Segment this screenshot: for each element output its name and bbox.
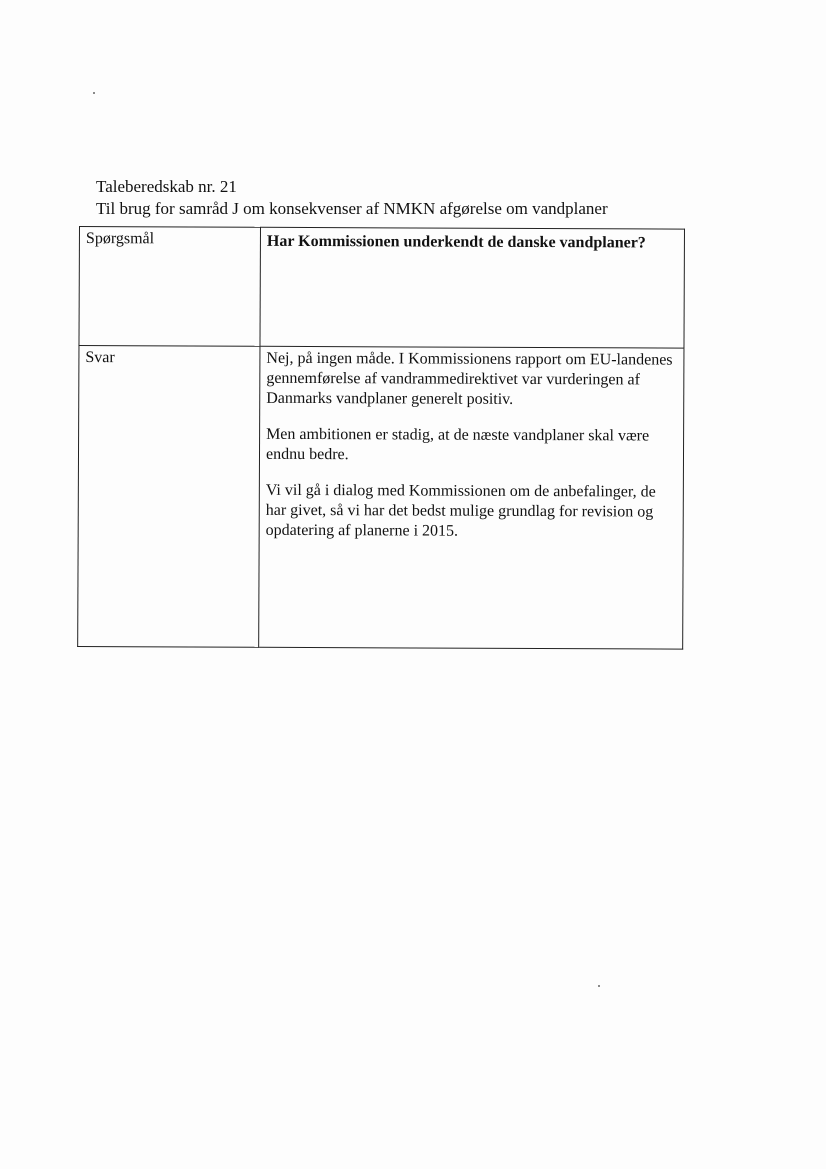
answer-cell [259, 346, 684, 649]
answer-paragraph: Nej, på ingen måde. I Kommissionens rapport om EU-landenes gennemførelse af vandrammedirektivet var vurderingen af Danmarks vandplaner generelt positiv. [266, 349, 673, 408]
question-text: Har Kommissionen underkendt de danske vandplaner? [266, 232, 646, 252]
answer-paragraph: Vi vil gå i dialog med Kommissionen om de anbefalinger, de har givet, så vi har det bedst mulige grundlag for revision og opdatering af planerne i 2015. [265, 481, 656, 540]
answer-paragraph: Men ambitionen er stadig, at de næste vandplaner skal være endnu bedre. [265, 425, 650, 464]
document-title: Taleberedskab nr. 21 [96, 177, 237, 196]
qa-table [77, 226, 685, 650]
scan-speck [598, 985, 600, 987]
question-label: Spørgsmål [79, 227, 261, 347]
question-cell [260, 227, 685, 348]
answer-label: Svar [78, 346, 260, 648]
scan-speck [93, 92, 95, 94]
document-subtitle: Til brug for samråd J om konsekvenser af NMKN afgørelse om vandplaner [96, 199, 608, 218]
table-row [78, 346, 684, 650]
table-row [79, 227, 685, 349]
